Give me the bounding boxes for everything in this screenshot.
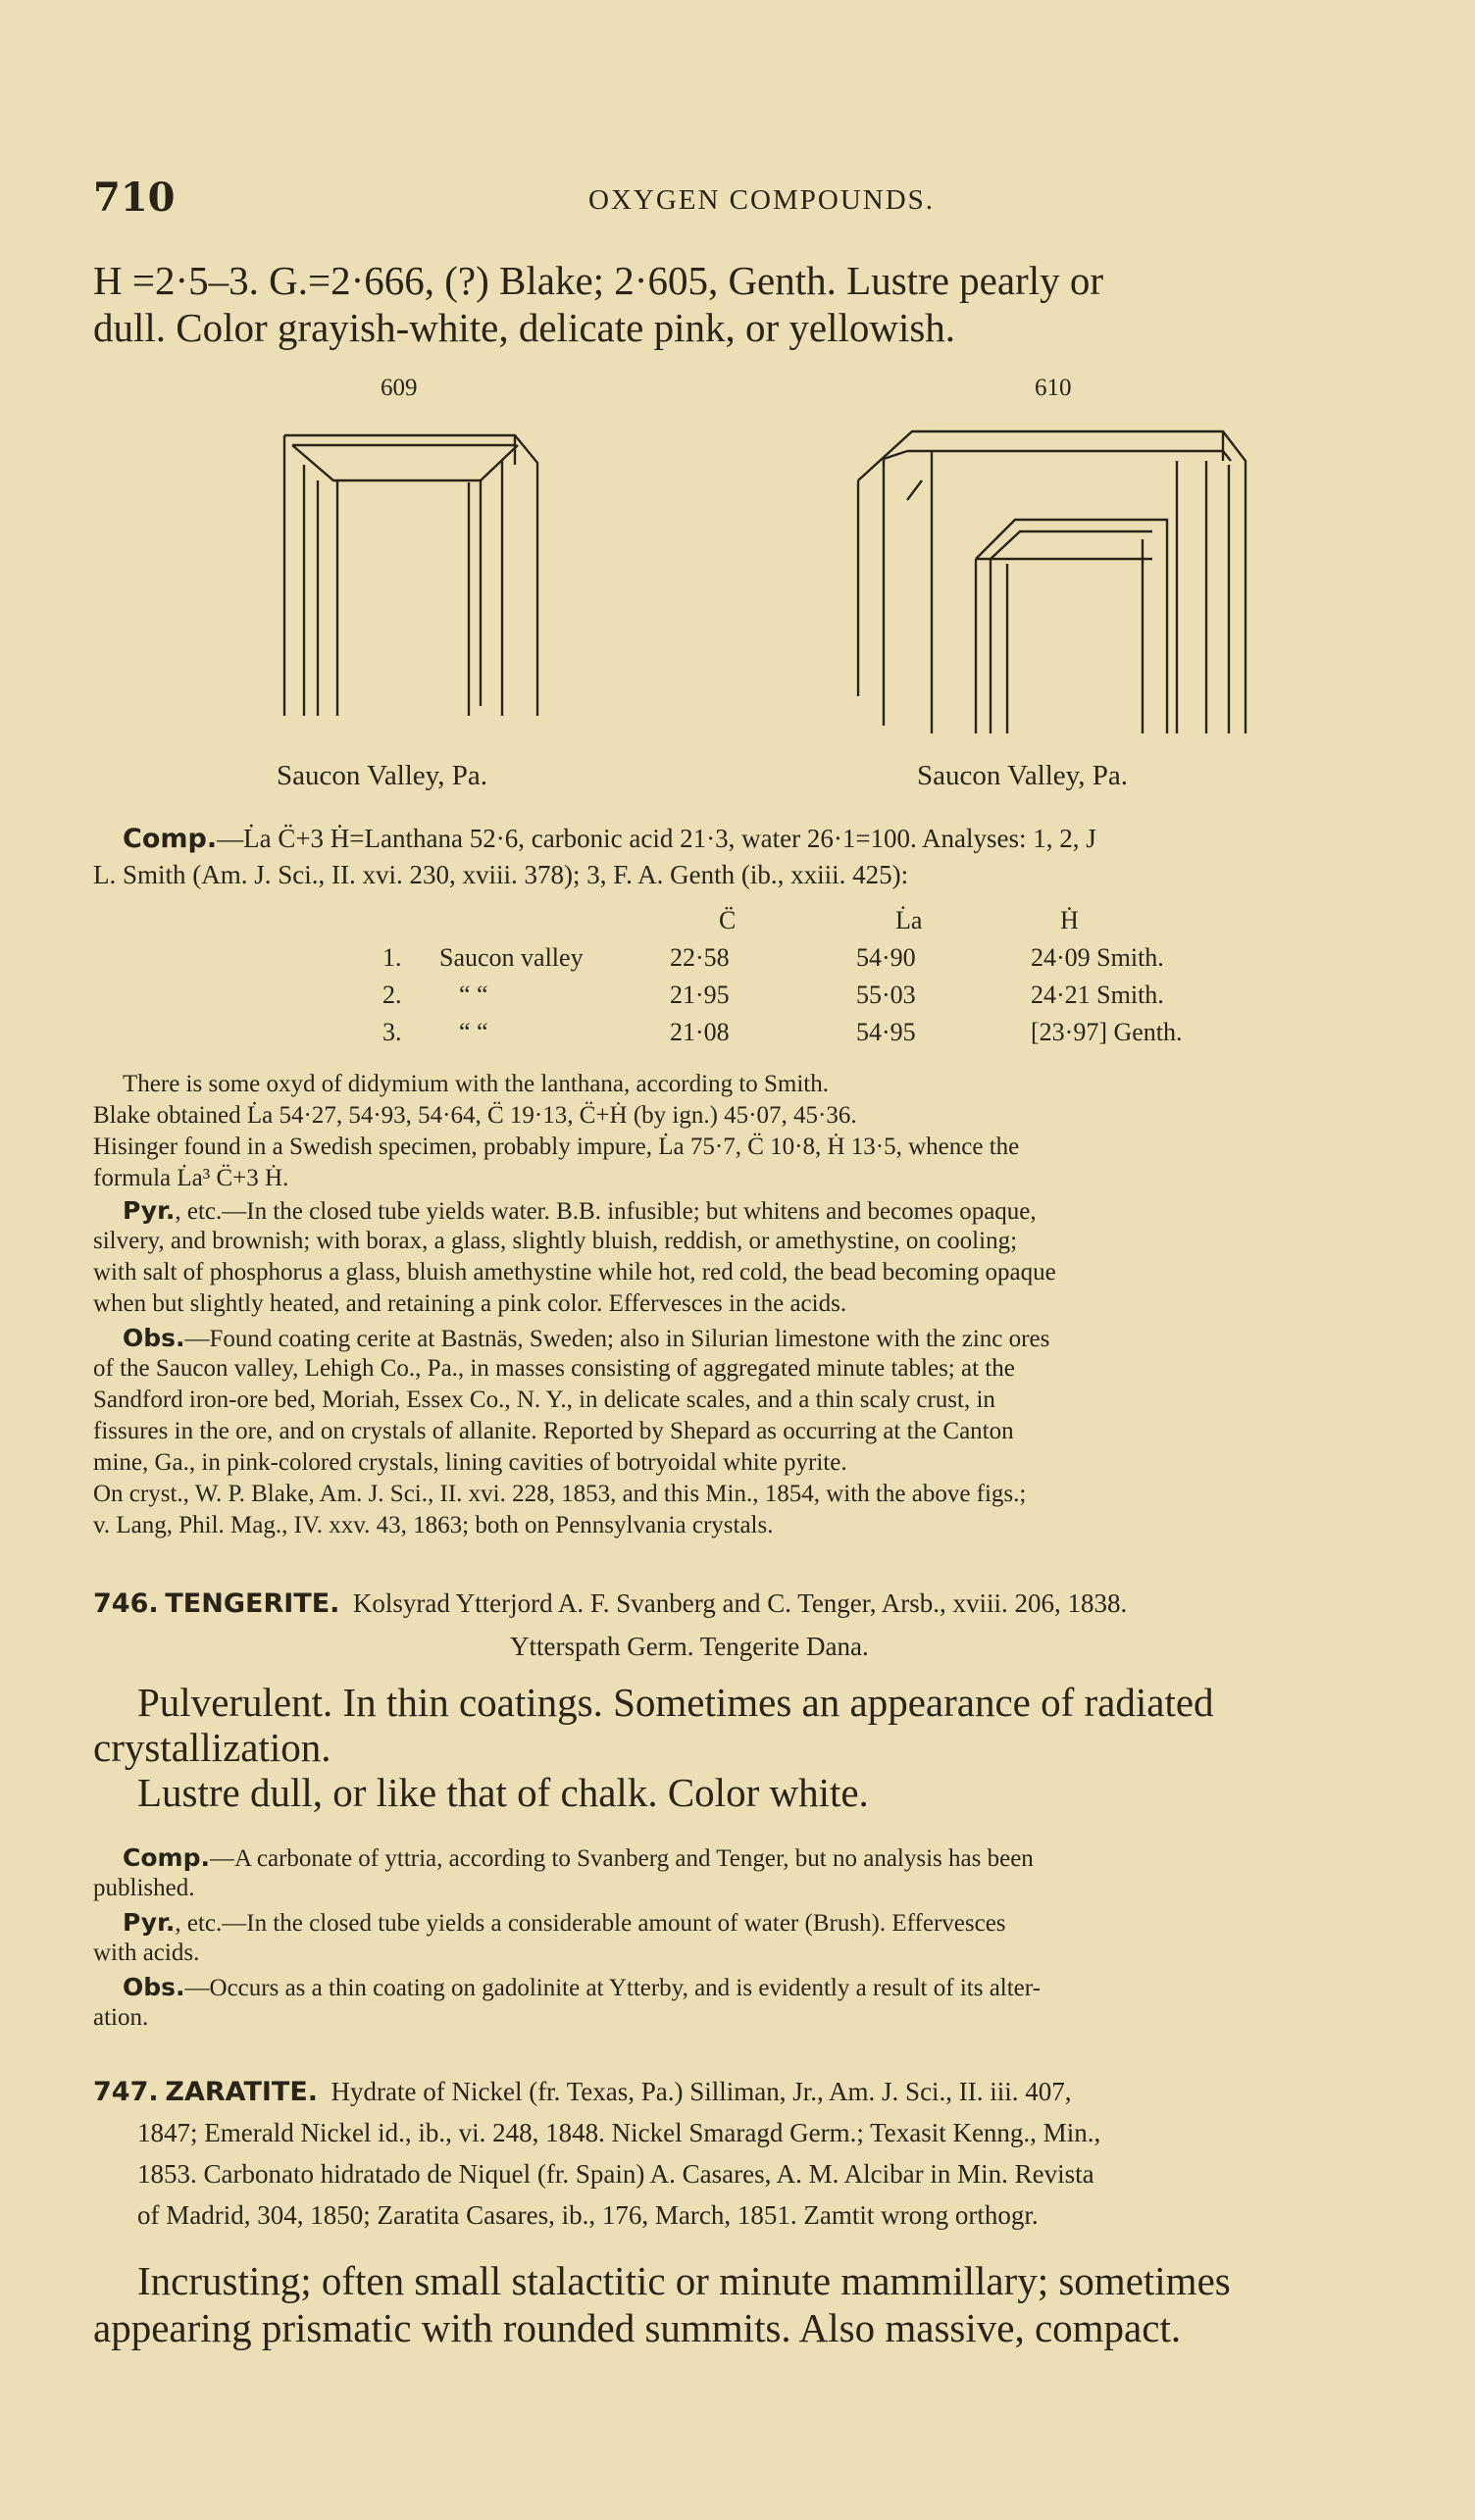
tengerite-pyr-label: Pyr. (123, 1908, 176, 1937)
table-row (382, 979, 1256, 1016)
tengerite-desc-1: Pulverulent. In thin coatings. Sometimes an appearance of radiated (137, 1680, 1214, 1725)
tengerite-heading (93, 1588, 1127, 1619)
comp-line-2: L. Smith (Am. J. Sci., II. xvi. 230, xviii. 378); 3, F. A. Genth (ib., xxiii. 425): (93, 860, 909, 889)
zaratite-name: ZARATITE. (165, 2077, 319, 2107)
table-header (439, 904, 670, 941)
tengerite-comp-line-1 (123, 1843, 1034, 1873)
table-cell: 24·09 Smith. (1031, 943, 1164, 972)
table-header: L̇a (895, 906, 923, 934)
table-cell: “ “ (459, 981, 488, 1009)
para-line: Blake obtained L̇a 54·27, 54·93, 54·64, C̈ 19·13, C̈+Ḣ (by ign.) 45·07, 45·36. (93, 1102, 857, 1129)
pyr-text: , etc.—In the closed tube yields water. B.B. infusible; but whitens and becomes opaque, (175, 1198, 1037, 1225)
zaratite-desc-1: Incrusting; often small stalactitic or minute mammillary; sometimes (137, 2258, 1231, 2303)
table-cell: 55·03 (856, 981, 916, 1009)
tengerite-obs-label: Obs. (123, 1973, 185, 2001)
table-header: C̈ (719, 906, 737, 934)
comp-label: Comp. (123, 824, 218, 854)
tengerite-comp-label: Comp. (123, 1843, 210, 1872)
comp-line-1 (123, 824, 1096, 854)
table-cell: Saucon valley (439, 943, 584, 972)
intro-line-1: H =2·5–3. G.=2·666, (?) Blake; 2·605, Genth. Lustre pearly or (93, 258, 1103, 303)
tengerite-pyr-text: , etc.—In the closed tube yields a considerable amount of water (Brush). Effervesces (175, 1910, 1006, 1937)
figure-610-caption: Saucon Valley, Pa. (917, 760, 1129, 791)
table-cell: 54·90 (856, 943, 916, 972)
table-header: Ḣ (1060, 906, 1079, 934)
tengerite-obs-line-1 (123, 1973, 1041, 2002)
tengerite-obs-text: —Occurs as a thin coating on gadolinite at Ytterby, and is evidently a result of its alter- (184, 1975, 1041, 2001)
tengerite-desc-2: crystallization. (93, 1725, 331, 1770)
table-cell: [23·97] Genth. (1031, 1018, 1183, 1046)
pyr-line: when but slightly heated, and retaining a pink color. Effervesces in the acids. (93, 1290, 847, 1317)
tengerite-pyr-line-1 (123, 1908, 1006, 1938)
table-header-row (382, 904, 1256, 941)
para-line: Hisinger found in a Swedish specimen, probably impure, L̇a 75·7, C̈ 10·8, Ḣ 13·5, whence the (93, 1134, 1020, 1160)
obs-line: of the Saucon valley, Lehigh Co., Pa., in masses consisting of aggregated minute tables; at the (93, 1355, 1015, 1382)
zaratite-syn-2: 1847; Emerald Nickel id., ib., vi. 248, 1848. Nickel Smaragd Germ.; Texasit Kenng., Min., (137, 2118, 1101, 2147)
zaratite-syn-1: Hydrate of Nickel (fr. Texas, Pa.) Silliman, Jr., Am. J. Sci., II. iii. 407, (331, 2077, 1072, 2106)
figure-609-caption: Saucon Valley, Pa. (277, 760, 488, 791)
obs-line: fissures in the ore, and on crystals of allanite. Reported by Shepard as occurring at the Canton (93, 1418, 1014, 1444)
tengerite-comp-line-2: published. (93, 1875, 195, 1901)
running-title: OXYGEN COMPOUNDS. (588, 184, 936, 216)
figure-610-number: 610 (1035, 375, 1072, 401)
zaratite-syn-4: of Madrid, 304, 1850; Zaratita Casares, ib., 176, March, 1851. Zamtit wrong orthogr. (137, 2200, 1039, 2230)
tengerite-obs-line-2: ation. (93, 2004, 149, 2031)
obs-line: v. Lang, Phil. Mag., IV. xxv. 43, 1863; both on Pennsylvania crystals. (93, 1512, 774, 1538)
zaratite-number: 747. (93, 2077, 159, 2107)
table-header (382, 904, 439, 941)
tengerite-pyr-line-2: with acids. (93, 1940, 200, 1966)
tengerite-name: TENGERITE. (165, 1588, 340, 1619)
table-cell: 24·21 Smith. (1031, 981, 1164, 1009)
table-cell: 1. (382, 943, 402, 972)
zaratite-syn-3: 1853. Carbonato hidratado de Niquel (fr. Spain) A. Casares, A. M. Alcibar in Min. Revista (137, 2159, 1094, 2189)
table-cell: 21·08 (670, 1018, 730, 1046)
pyr-line: silvery, and brownish; with borax, a glass, slightly bluish, reddish, or amethystine, on cooling; (93, 1228, 1018, 1254)
table-cell: 3. (382, 1018, 402, 1046)
table-cell: 22·58 (670, 943, 730, 972)
obs-label: Obs. (123, 1324, 185, 1352)
obs-line-1 (123, 1324, 1049, 1353)
pyr-line: with salt of phosphorus a glass, bluish amethystine while hot, red cold, the bead becoming opaque (93, 1259, 1056, 1285)
pyr-label: Pyr. (123, 1196, 176, 1225)
comp-text-1: —L̇a C̈+3 Ḣ=Lanthana 52·6, carbonic acid 21·3, water 26·1=100. Analyses: 1, 2, J (217, 824, 1096, 853)
tengerite-comp-text: —A carbonate of yttria, according to Svanberg and Tenger, but no analysis has been (209, 1845, 1034, 1872)
zaratite-heading (93, 2077, 1072, 2107)
para-line: There is some oxyd of didymium with the lanthana, according to Smith. (123, 1071, 830, 1097)
page-number: 710 (93, 175, 176, 221)
crystal-figure-610 (829, 422, 1260, 745)
table-cell: “ “ (459, 1018, 488, 1046)
obs-line: On cryst., W. P. Blake, Am. J. Sci., II. xvi. 228, 1853, and this Min., 1854, with the above figs.; (93, 1481, 1027, 1507)
tengerite-syn-2: Ytterspath Germ. Tengerite Dana. (510, 1632, 869, 1661)
table-cell: 2. (382, 981, 402, 1009)
obs-text: —Found coating cerite at Bastnäs, Sweden; also in Silurian limestone with the zinc ores (184, 1326, 1050, 1352)
tengerite-number: 746. (93, 1588, 159, 1619)
table-cell: 54·95 (856, 1018, 916, 1046)
analysis-table (382, 904, 1256, 1053)
obs-line: Sandford iron-ore bed, Moriah, Essex Co., N. Y., in delicate scales, and a thin scaly crust, in (93, 1386, 995, 1413)
table-row (382, 1016, 1256, 1053)
table-row (382, 941, 1256, 979)
obs-line: mine, Ga., in pink-colored crystals, lining cavities of botryoidal white pyrite. (93, 1449, 847, 1476)
intro-line-2: dull. Color grayish-white, delicate pink, or yellowish. (93, 305, 956, 350)
pyr-line-1 (123, 1196, 1037, 1226)
zaratite-desc-2: appearing prismatic with rounded summits. Also massive, compact. (93, 2305, 1182, 2350)
crystal-figure-609 (275, 431, 549, 726)
figure-609-number: 609 (381, 375, 418, 401)
tengerite-syn-1: Kolsyrad Ytterjord A. F. Svanberg and C. Tenger, Arsb., xviii. 206, 1838. (352, 1588, 1128, 1618)
tengerite-desc-3: Lustre dull, or like that of chalk. Color white. (137, 1770, 869, 1815)
para-line: formula L̇a³ C̈+3 Ḣ. (93, 1165, 289, 1191)
table-cell: 21·95 (670, 981, 730, 1009)
